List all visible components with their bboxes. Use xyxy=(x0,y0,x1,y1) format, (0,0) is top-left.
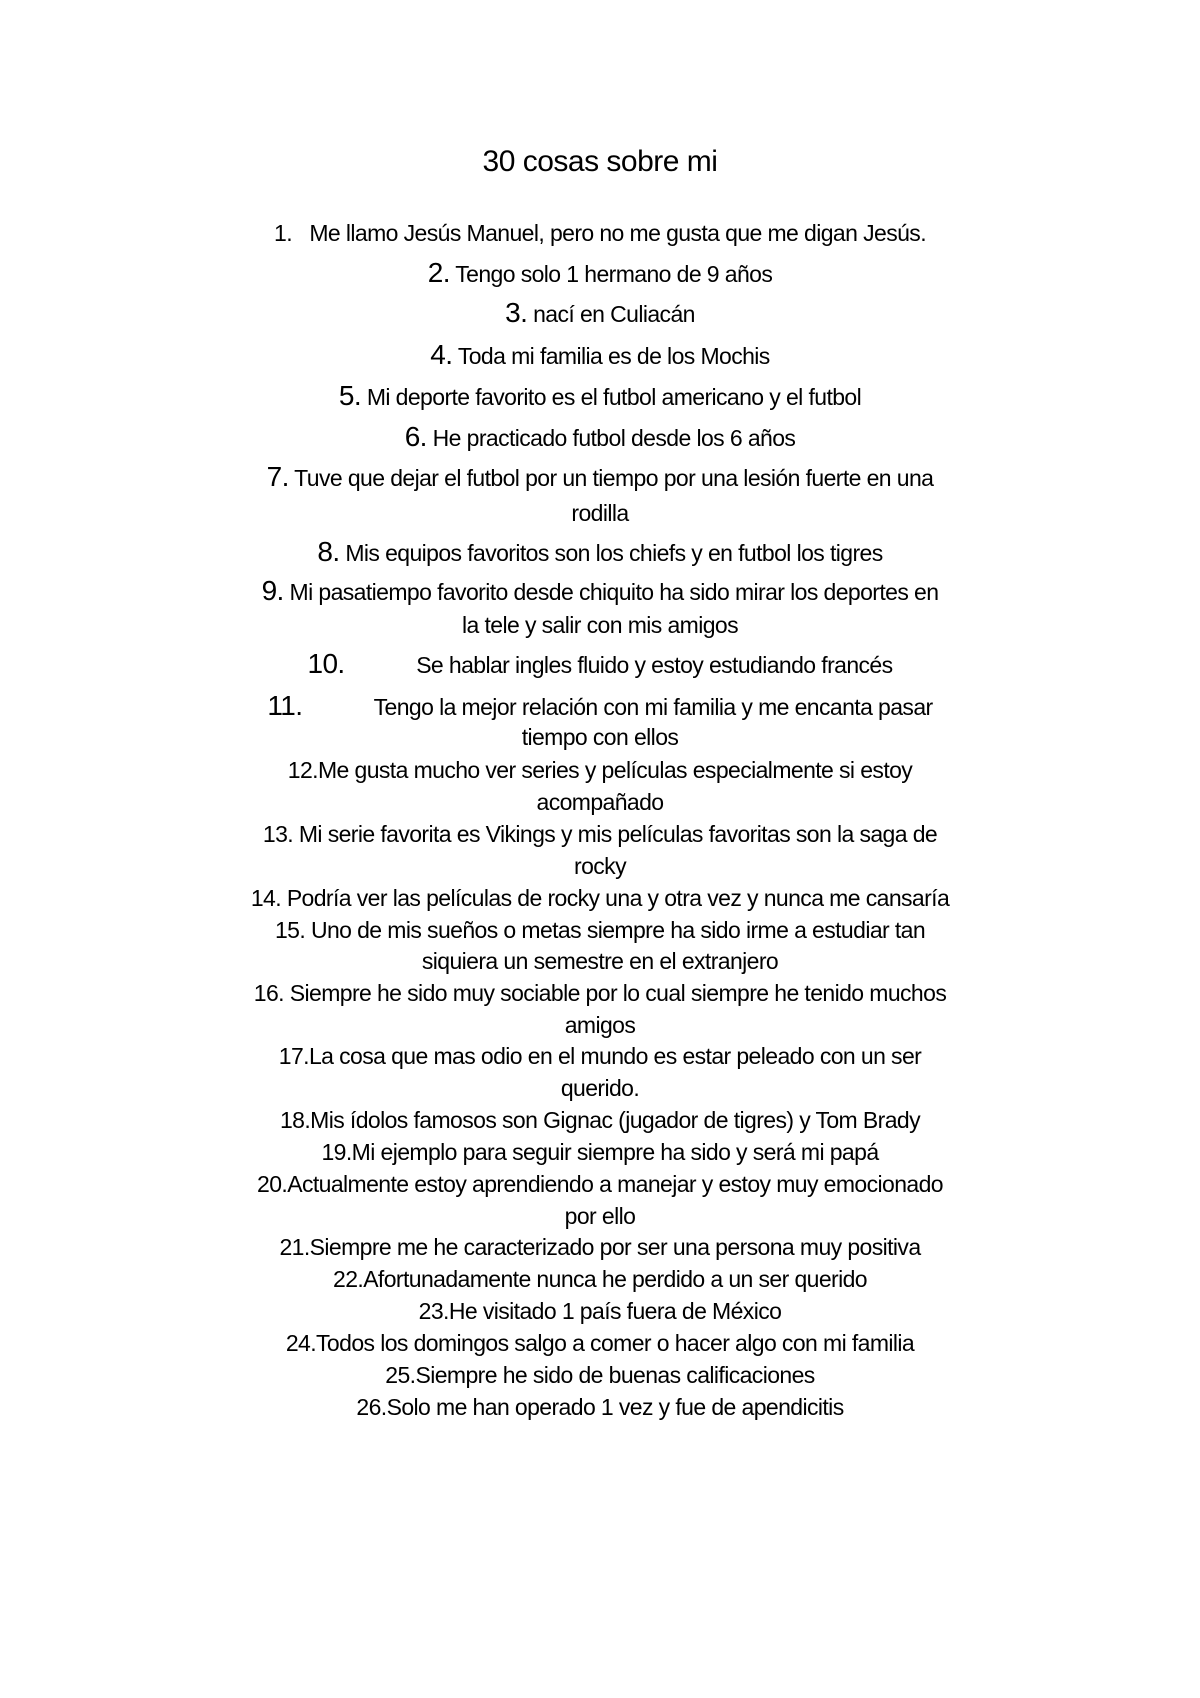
item-text: Tengo solo 1 hermano de 9 años xyxy=(455,261,773,287)
item-text: por ello xyxy=(564,1203,636,1229)
item-text: Mi pasatiempo favorito desde chiquito ha sido mirar los deportes en xyxy=(289,579,939,605)
list-item-6 xyxy=(150,421,1050,453)
list-item-15 xyxy=(150,917,1050,944)
item-text: Siempre he sido muy sociable por lo cual siempre he tenido muchos xyxy=(289,980,947,1006)
item-text: nací en Culiacán xyxy=(533,301,695,327)
item-text: Tengo la mejor relación con mi familia y me encanta pasar xyxy=(373,694,933,720)
list-item-12-continuation xyxy=(150,789,1050,816)
item-text: amigos xyxy=(564,1012,636,1038)
item-number: 4. xyxy=(430,339,453,370)
item-number: 3. xyxy=(505,297,528,328)
item-number: 7. xyxy=(266,461,289,492)
item-text: Todos los domingos salgo a comer o hacer algo con mi familia xyxy=(316,1330,915,1356)
list-item-16 xyxy=(150,980,1050,1007)
list-item-11 xyxy=(150,690,1050,722)
list-item-9 xyxy=(150,575,1050,607)
item-number: 18. xyxy=(279,1107,311,1133)
item-text: He practicado futbol desde los 6 años xyxy=(432,425,796,451)
item-text: Solo me han operado 1 vez y fue de apendicitis xyxy=(386,1394,844,1420)
item-number: 13. xyxy=(262,821,294,847)
item-number: 26. xyxy=(356,1394,387,1420)
item-text: Podría ver las películas de rocky una y otra vez y nunca me cansaría xyxy=(286,885,950,911)
item-text: siquiera un semestre en el extranjero xyxy=(421,948,779,974)
item-number: 11. xyxy=(267,690,303,721)
item-text: Toda mi familia es de los Mochis xyxy=(457,343,770,369)
list-item-20 xyxy=(150,1171,1050,1198)
item-text: La cosa que mas odio en el mundo es estar peleado con un ser xyxy=(308,1043,922,1069)
item-text: Mis equipos favoritos son los chiefs y en futbol los tigres xyxy=(345,540,883,566)
item-text: acompañado xyxy=(536,789,664,815)
list-item-16-continuation xyxy=(150,1012,1050,1039)
item-number: 20. xyxy=(257,1171,288,1197)
list-item-17 xyxy=(150,1043,1050,1070)
list-item-1 xyxy=(150,220,1050,247)
item-text: rocky xyxy=(574,853,626,879)
item-text: Siempre me he caracterizado por ser una persona muy positiva xyxy=(309,1234,921,1260)
list-item-17-continuation xyxy=(150,1075,1050,1102)
list-item-24 xyxy=(150,1330,1050,1357)
item-number: 5. xyxy=(338,380,362,411)
item-number: 6. xyxy=(404,421,427,452)
list-item-4 xyxy=(150,339,1050,371)
item-number: 17. xyxy=(278,1043,309,1069)
list-item-12 xyxy=(150,757,1050,784)
list-item-25 xyxy=(150,1362,1050,1389)
item-text: Mis ídolos famosos son Gignac (jugador de tigres) y Tom Brady xyxy=(310,1107,920,1133)
item-text: Uno de mis sueños o metas siempre ha sido irme a estudiar tan xyxy=(310,917,926,943)
item-text: tiempo con ellos xyxy=(521,724,679,750)
item-number: 8. xyxy=(317,536,340,567)
page-title: 30 cosas sobre mi xyxy=(482,145,718,178)
list-item-7-continuation xyxy=(150,500,1050,527)
item-number: 19. xyxy=(321,1139,352,1165)
item-number: 23. xyxy=(418,1298,449,1324)
item-text: Mi ejemplo para seguir siempre ha sido y será mi papá xyxy=(351,1139,879,1165)
list-item-13 xyxy=(150,821,1050,848)
item-number: 1. xyxy=(274,220,292,246)
item-number: 2. xyxy=(427,257,450,288)
list-item-22 xyxy=(150,1266,1050,1293)
list-item-13-continuation xyxy=(150,853,1050,880)
item-number: 21. xyxy=(279,1234,310,1260)
list-item-19 xyxy=(150,1139,1050,1166)
list-item-15-continuation xyxy=(150,948,1050,975)
list-item-11-continuation xyxy=(150,724,1050,751)
list-item-10 xyxy=(150,648,1050,680)
list-item-3 xyxy=(150,297,1050,329)
list-item-14 xyxy=(150,885,1050,912)
item-number: 9. xyxy=(261,575,284,606)
item-text: Tuve que dejar el futbol por un tiempo por una lesión fuerte en una xyxy=(294,465,934,491)
item-number: 22. xyxy=(333,1266,364,1292)
list-item-26 xyxy=(150,1394,1050,1421)
item-number: 24. xyxy=(285,1330,317,1356)
item-text: Actualmente estoy aprendiendo a manejar y estoy muy emocionado xyxy=(287,1171,943,1197)
item-number: 16. xyxy=(253,980,284,1006)
item-text: querido. xyxy=(560,1075,640,1101)
list-item-21 xyxy=(150,1234,1050,1261)
item-text: Siempre he sido de buenas calificaciones xyxy=(415,1362,815,1388)
item-text: Se hablar ingles fluido y estoy estudiando francés xyxy=(416,652,893,678)
item-text: rodilla xyxy=(571,500,629,526)
list-item-5 xyxy=(150,380,1050,412)
item-number: 25. xyxy=(385,1362,416,1388)
item-text: Mi deporte favorito es el futbol americano y el futbol xyxy=(366,384,862,410)
item-number: 10. xyxy=(307,648,345,679)
item-text: Afortunadamente nunca he perdido a un ser querido xyxy=(363,1266,867,1292)
item-number: 14. xyxy=(250,885,282,911)
item-text: Me llamo Jesús Manuel, pero no me gusta que me digan Jesús. xyxy=(309,220,926,246)
list-item-20-continuation xyxy=(150,1203,1050,1230)
list-item-9-continuation xyxy=(150,612,1050,639)
item-text: Me gusta mucho ver series y películas especialmente si estoy xyxy=(317,757,913,783)
item-text: Mi serie favorita es Vikings y mis películas favoritas son la saga de xyxy=(298,821,938,847)
item-number: 15. xyxy=(274,917,306,943)
list-item-2 xyxy=(150,257,1050,289)
list-item-8 xyxy=(150,536,1050,568)
list-item-7 xyxy=(150,461,1050,493)
list-item-23 xyxy=(150,1298,1050,1325)
item-number: 12. xyxy=(287,757,318,783)
list-item-18 xyxy=(150,1107,1050,1134)
item-text: He visitado 1 país fuera de México xyxy=(448,1298,782,1324)
item-text: la tele y salir con mis amigos xyxy=(462,612,738,638)
